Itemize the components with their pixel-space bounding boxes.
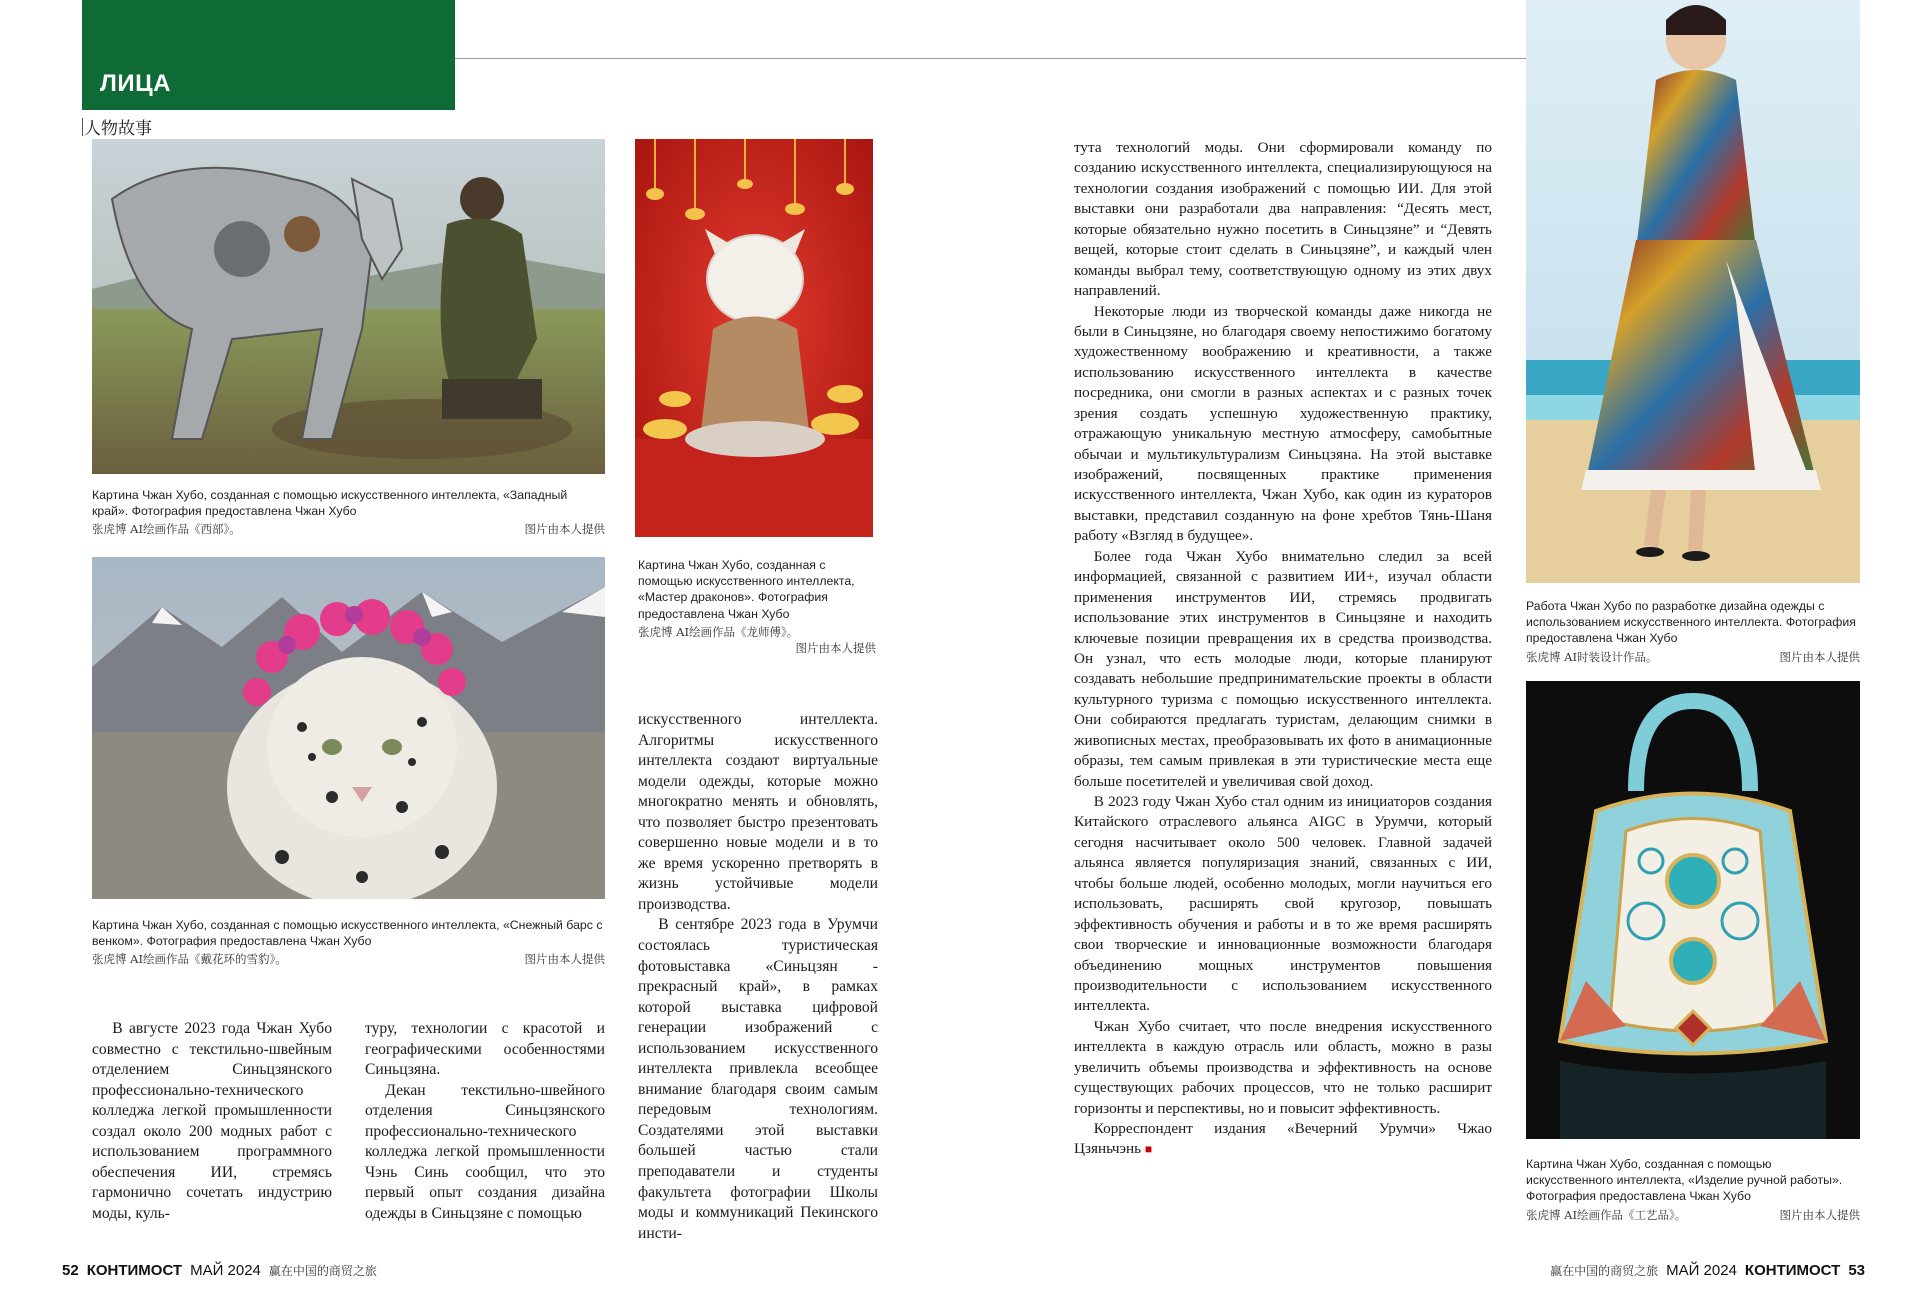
image-dragon-master [635,139,873,537]
article-paragraph: Некоторые люди из творческой команды даже никогда не были в Синьцзяне, но благодаря своему непостижимо богатому художественному воображению и креативности, а также использованию искусственного интеллекта в качестве посредника, они смогли в разных аспектах и с разных точек зрения создать успешную художественную практику, отражающую уникальную местную атмосферу, самобытные обычаи и мультикультурализм Синьцзяна. На этой выставке изображений, посвященных практике применения искусственного интеллекта, Чжан Хубо, как один из кураторов выставки, представил созданную на фоне хребтов Тянь-Шаня работу «Взгляд в будущее». [1074,302,1492,545]
caption-west-text: Картина Чжан Хубо, созданная с помощью искусственного интеллекта, «Западный край». Фотография предоставлена Чжан Хубо [92,488,568,519]
caption-dragon-text: Картина Чжан Хубо, созданная с помощью искусственного интеллекта, «Мастер драконов». Фотография предоставлена Чжан Хубо [638,558,855,621]
magazine-name-right: КОНТИМОСТ [1744,1262,1841,1279]
caption-fashion-credit: 图片由本人提供 [1779,649,1860,664]
caption-leopard [92,917,605,967]
caption-west-credit: 图片由本人提供 [524,522,605,537]
image-handicraft-handbag [1526,681,1860,1139]
caption-handbag-credit: 图片由本人提供 [1779,1207,1860,1222]
image-fashion-design [1526,0,1860,583]
page-number-right: 53 [1848,1262,1865,1279]
slogan-left: 赢在中国的商贸之旅 [268,1264,377,1278]
caption-dragon-credit: 图片由本人提供 [795,640,876,655]
end-mark: ■ [1144,1142,1153,1157]
article-paragraph: Более года Чжан Хубо внимательно следил за всей информацией, связанной с развитием ИИ+, изучал области применения инструментов ИИ, стремясь продвигать использование этих инструментов в Синьцзяне и находить ключевые позиции превращения их в средства производства. Он узнал, что есть молодые люди, которые планируют создавать небольшие предпринимательские проекты в области культурного туризма с помощью искусственного интеллекта. Они собираются предлагать туристам, делающим снимки в живописных местах, преобразовывать их фото в анимационные образы, тем самым привлекая в эти туристические места еще больше посетителей и увеличивая свой доход. [1074,547,1492,790]
article-paragraph: искусственного интеллекта. Алгоритмы искусственного интеллекта создают виртуальные модели одежды, которые можно многократно менять и обновлять, что позволяет быстро презентовать совершенно новые модели и в то же время ускоренно претворять в жизнь устойчивые модели производства. [638,711,878,913]
caption-dragon [638,557,876,656]
caption-leopard-credit: 图片由本人提供 [524,952,605,967]
caption-leopard-cn: 张虎博 AI绘画作品《戴花环的雪豹》。 [92,952,287,967]
section-title: ЛИЦА [100,70,171,97]
caption-dragon-cn: 张虎博 AI绘画作品《龙师傅》。 [638,624,799,639]
article-column-3 [638,710,878,1244]
article-paragraph: В сентябре 2023 года в Урумчи состоялась туристическая фотовыставка «Синьцзян - прекрасный край», в рамках которой выставка цифровой генерации изображений с использованием искусственного интеллекта привлекла всеобщее внимание благодаря своим самым передовым технологиям. Создателями этой выставки большей частью стали преподаватели и студенты факультета фотографии Школы моды и коммуникаций Пекинского инсти- [638,916,878,1242]
caption-fashion-cn: 张虎博 AI时装设计作品。 [1526,649,1658,664]
subtitle-rule [82,118,83,136]
magazine-name-left: КОНТИМОСТ [86,1262,183,1279]
caption-fashion-text: Работа Чжан Хубо по разработке дизайна одежды с использованием искусственного интеллекта. Фотография предоставлена Чжан Хубо [1526,599,1856,646]
issue-date-right: МАЙ 2024 [1666,1262,1737,1279]
article-column-2 [365,1019,605,1224]
article-column-1 [92,1019,332,1224]
footer-left [62,1262,377,1279]
article-paragraph: Декан текстильно-швейного отделения Синьцзянского профессионально-технического колледжа легкой промышленности Чэнь Синь сообщил, что это первый опыт создания дизайна одежды в Синьцзяне с помощью [365,1081,605,1222]
section-subtitle: 人物故事 [84,119,152,139]
article-paragraph: туру, технологии с красотой и географическими особенностями Синьцзяна. [365,1020,605,1079]
article-paragraph: В августе 2023 года Чжан Хубо совместно с текстильно-швейным отделением Синьцзянского профессионально-технического колледжа легкой промышленности создал около 200 модных работ с использованием программного обеспечения ИИ, стремясь гармонично сочетать индустрию моды, куль- [92,1020,332,1222]
caption-handbag [1526,1156,1860,1223]
image-snow-leopard [92,557,605,899]
article-paragraph: тута технологий моды. Они сформировали команду по созданию искусственного интеллекта, специализирующуюся на технологии создания изображений с помощью ИИ. Для этой выставки они разработали два направления: “Десять мест, которые обязательно нужно посетить в Синьцзяне” и “Девять вещей, которые стоит сделать в Синьцзяне”, и каждый член команды выбрал тему, соответствующую одному из этих двух направлений. [1074,139,1492,300]
caption-west [92,487,605,537]
caption-leopard-text: Картина Чжан Хубо, созданная с помощью искусственного интеллекта, «Снежный барс с венком». Фотография предоставлена Чжан Хубо [92,918,603,949]
article-paragraph: В 2023 году Чжан Хубо стал одним из инициаторов создания Китайского отраслевого альянса AIGC в Урумчи, который сегодня насчитывает около 500 человек. Главной задачей альянса является популяризация знаний, связанных с ИИ, чтобы больше людей, особенно молодых, могли научиться его использовать, расширять свой кругозор, повышать эффективность обучения и работы и в то же время расширять свои творческие и инновационные возможности благодаря объединению мощных инструментов повышения производительности с использованием искусственного интеллекта. [1074,793,1492,1015]
article-column-4 [1074,138,1492,1160]
caption-handbag-text: Картина Чжан Хубо, созданная с помощью искусственного интеллекта, «Изделие ручной работы». Фотография предоставлена Чжан Хубо [1526,1157,1843,1204]
article-byline: Корреспондент издания «Вечерний Урумчи» Чжао Цзяньчэнь ■ [1074,1120,1492,1158]
image-west-robot-horse [92,139,605,474]
caption-west-cn: 张虎博 AI绘画作品《西部》。 [92,522,241,537]
caption-handbag-cn: 张虎博 AI绘画作品《工艺品》。 [1526,1207,1687,1222]
slogan-right: 赢在中国的商贸之旅 [1550,1264,1659,1278]
article-paragraph: Чжан Хубо считает, что после внедрения искусственного интеллекта в каждую отрасль или область, можно в разы увеличить объемы производства и эффективность на основе существующих рабочих процессов, что не только расширит горизонты и перспективы, но и повысит эффективность. [1074,1017,1492,1117]
caption-fashion [1526,598,1860,665]
page-number-left: 52 [62,1262,79,1279]
issue-date-left: МАЙ 2024 [190,1262,261,1279]
footer-right [1550,1262,1865,1279]
